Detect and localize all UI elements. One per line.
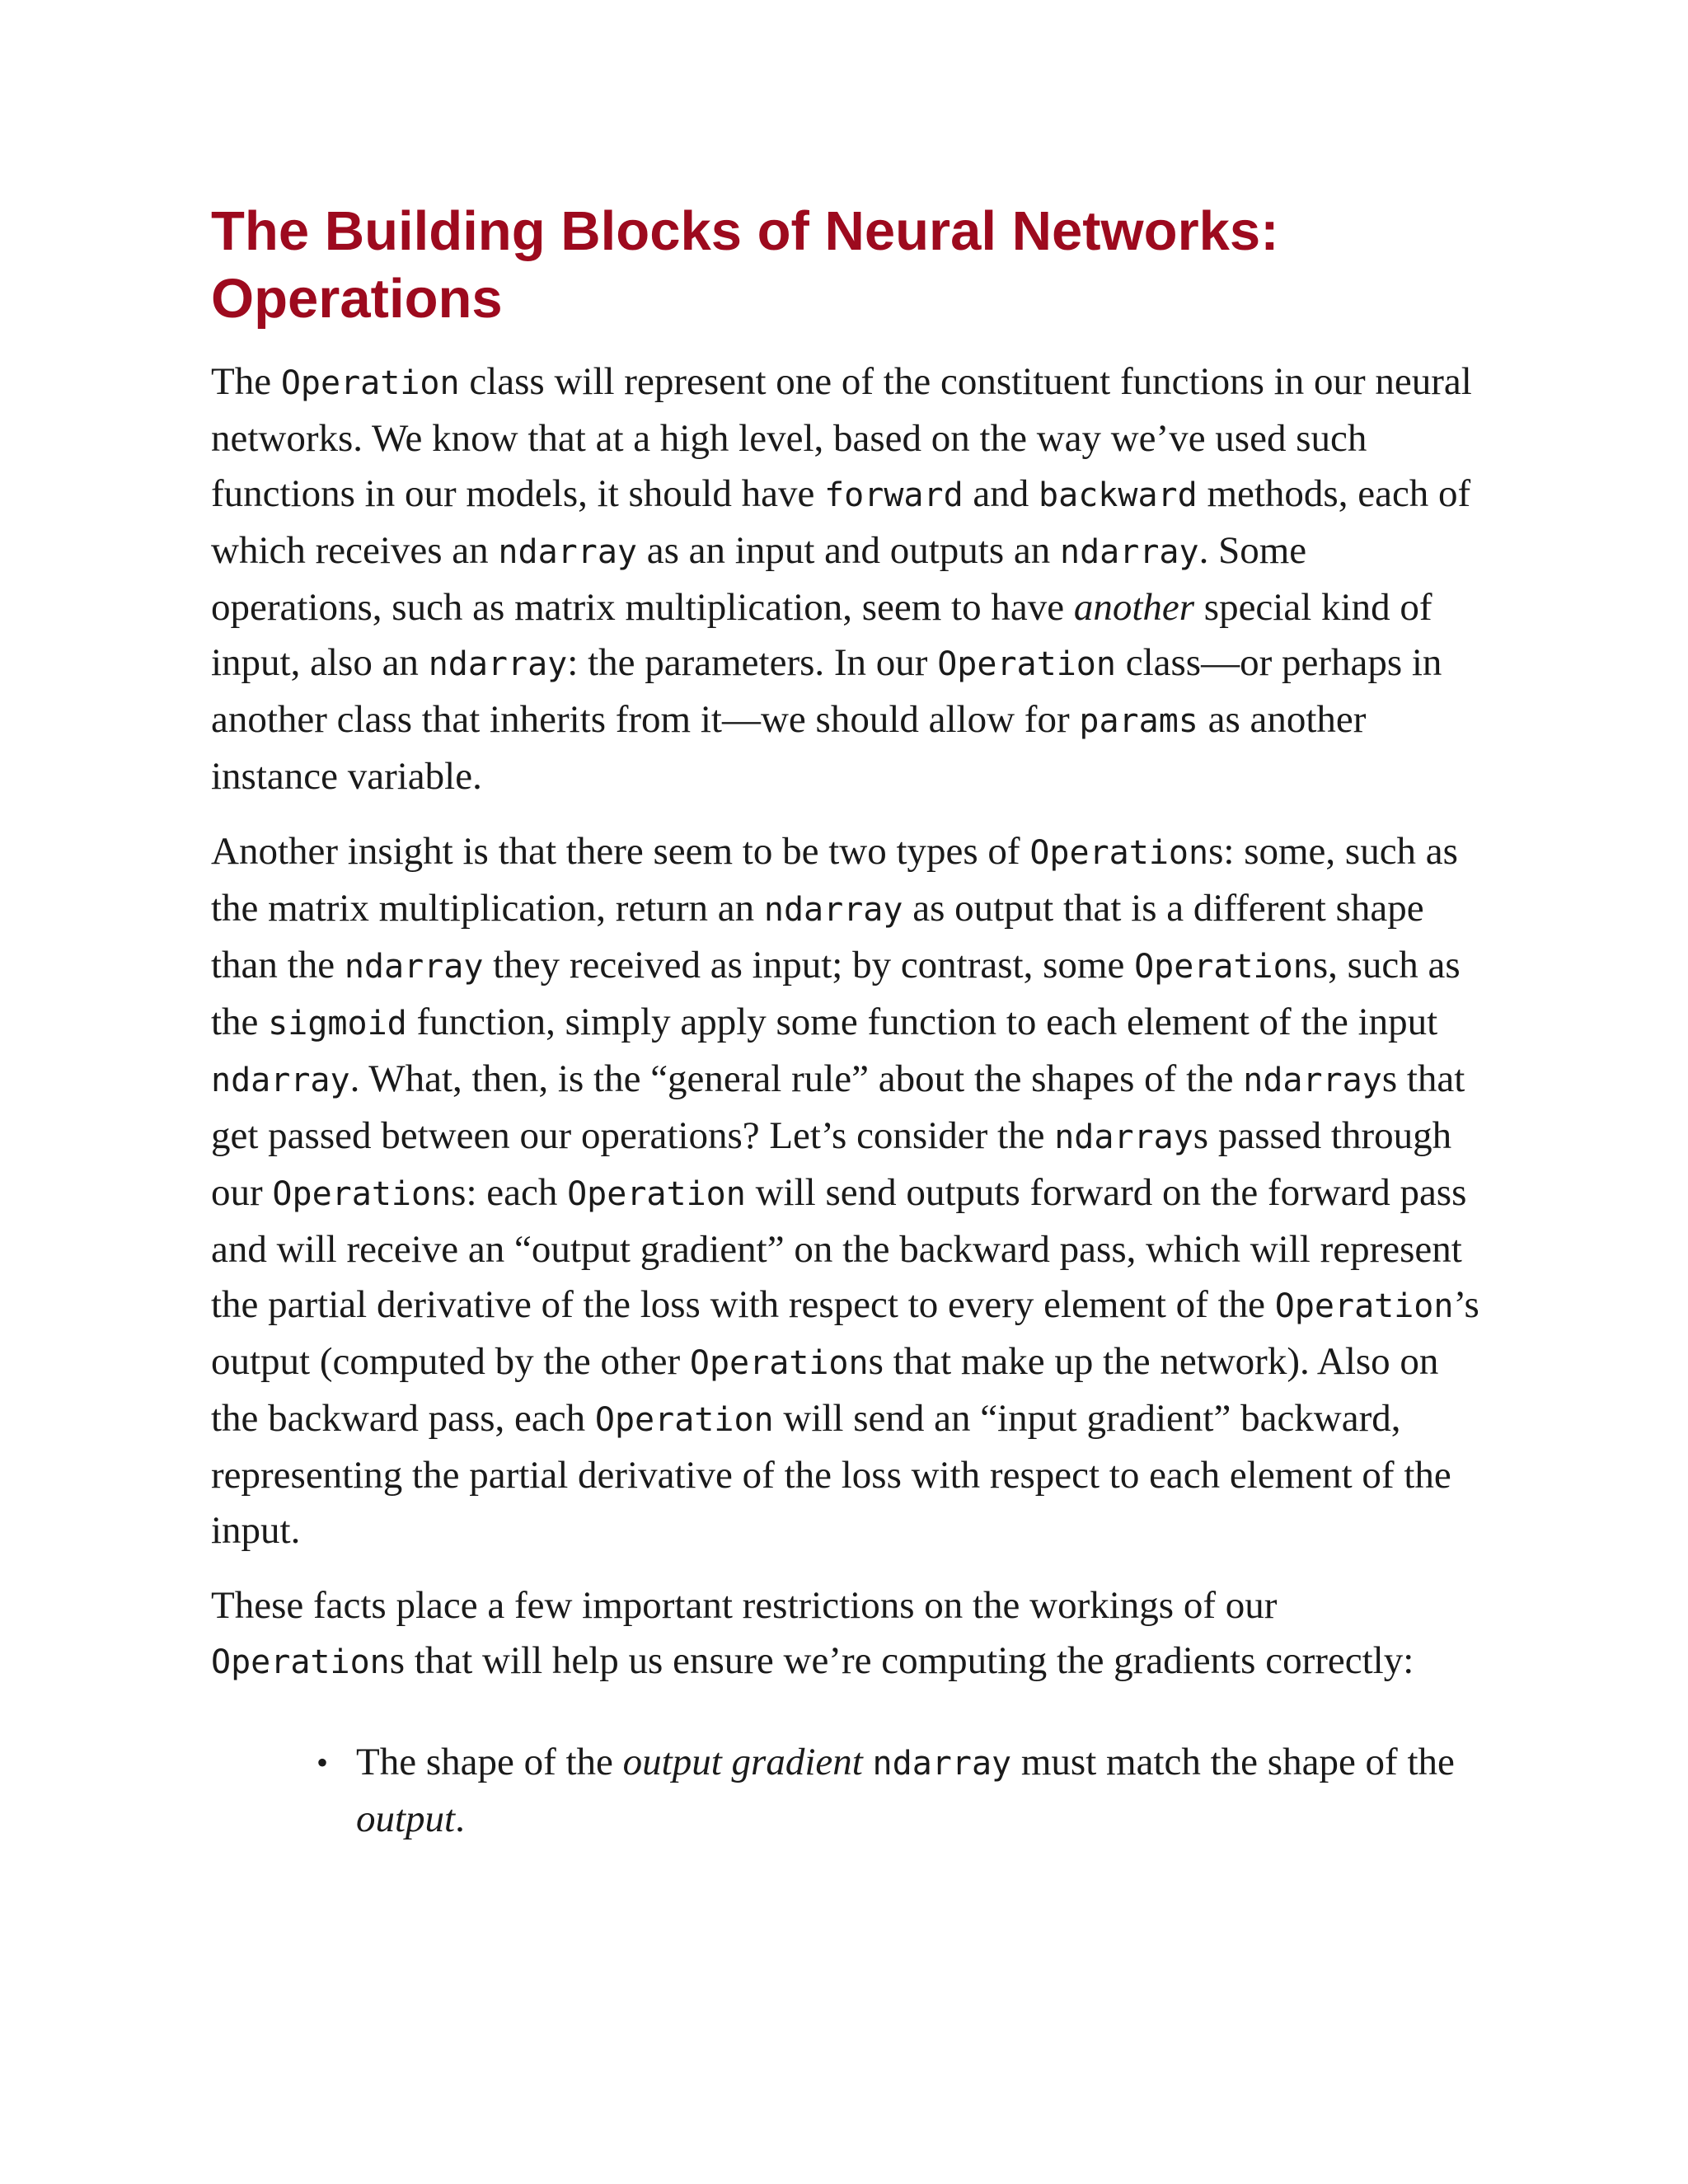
paragraph-2 bbox=[211, 824, 1480, 1558]
text-run: s that make up the network). Also on the backward pass, each bbox=[211, 1340, 1439, 1440]
inline-code: ndarray bbox=[211, 1062, 350, 1099]
inline-code: params bbox=[1079, 702, 1198, 740]
list-item bbox=[316, 1735, 1480, 1847]
text-run: Another insight is that there seem to be two types of bbox=[211, 830, 1030, 873]
inline-code: Operation bbox=[280, 364, 460, 402]
inline-code: ndarray bbox=[1243, 1062, 1382, 1099]
text-run: special kind of input, also an bbox=[211, 586, 1432, 684]
inline-code: ndarray bbox=[872, 1745, 1012, 1783]
text-run: s that get passed between our operations? Let’s consider the bbox=[211, 1057, 1465, 1157]
bullet-icon: • bbox=[316, 1744, 329, 1781]
text-run: The bbox=[211, 360, 281, 403]
text-run: . Some operations, such as matrix multiplication, seem to have bbox=[211, 529, 1307, 629]
inline-code: ndarray bbox=[498, 533, 637, 571]
text-run: will send an “input gradient” backward, representing the partial derivative of the loss with respect to each element of the input. bbox=[211, 1397, 1451, 1552]
text-run: s: some, such as the matrix multiplication, return an bbox=[211, 830, 1458, 930]
paragraph-3 bbox=[211, 1578, 1480, 1690]
text-run: class will represent one of the constituent functions in our neural networks. We know that at a high level, based on the way we’ve used such functions in our models, it should have bbox=[211, 360, 1472, 515]
text-run: s that will help us ensure we’re computing the gradients correctly: bbox=[389, 1639, 1414, 1682]
inline-code: Operation bbox=[567, 1175, 746, 1213]
inline-code: Operation bbox=[594, 1401, 774, 1439]
inline-code: ndarray bbox=[1054, 1118, 1193, 1156]
text-run: class—or perhaps in another class that inherits from it—we should allow for bbox=[211, 641, 1442, 741]
inline-code: Operation bbox=[689, 1344, 869, 1382]
text-run: . What, then, is the “general rule” about the shapes of the bbox=[349, 1057, 1244, 1100]
text-run: must match the shape of the bbox=[1011, 1741, 1455, 1783]
text-run: methods, each of which receives an bbox=[211, 472, 1471, 572]
text-run: function, simply apply some function to each element of the input bbox=[406, 1001, 1438, 1043]
text-run: s passed through our bbox=[211, 1114, 1452, 1214]
inline-code: Operation bbox=[937, 645, 1116, 683]
inline-code: Operation bbox=[1274, 1287, 1454, 1325]
inline-code: sigmoid bbox=[268, 1005, 407, 1043]
emphasis-text: output gradient bbox=[622, 1741, 863, 1783]
text-run: The shape of the bbox=[356, 1741, 623, 1783]
text-run: s, such as the bbox=[211, 944, 1461, 1043]
inline-code: ndarray bbox=[344, 948, 484, 986]
document-page bbox=[211, 198, 1480, 1847]
text-run: as an input and outputs an bbox=[637, 529, 1061, 572]
text-run: as output that is a different shape than the bbox=[211, 887, 1424, 987]
emphasis-text: output bbox=[356, 1797, 456, 1840]
text-run: s: each bbox=[451, 1171, 568, 1214]
paragraph-1 bbox=[211, 354, 1480, 804]
text-run: as another instance variable. bbox=[211, 698, 1367, 798]
inline-code: ndarray bbox=[1060, 533, 1199, 571]
section-heading: The Building Blocks of Neural Networks: Operations bbox=[211, 200, 1279, 330]
text-run: they received as input; by contrast, some bbox=[483, 944, 1135, 987]
inline-code: Operation bbox=[1134, 948, 1313, 986]
inline-code: forward bbox=[824, 476, 964, 514]
text-run: These facts place a few important restrictions on the workings of our bbox=[211, 1584, 1278, 1627]
text-run: . bbox=[455, 1797, 465, 1840]
text-run: and bbox=[963, 472, 1039, 515]
inline-code: backward bbox=[1039, 476, 1198, 514]
text-run bbox=[863, 1741, 873, 1783]
text-run: : the parameters. In our bbox=[567, 641, 938, 684]
inline-code: Operation bbox=[272, 1175, 452, 1213]
emphasis-text: another bbox=[1073, 586, 1195, 629]
inline-code: ndarray bbox=[763, 891, 903, 929]
inline-code: Operation bbox=[211, 1643, 390, 1681]
restrictions-list bbox=[211, 1735, 1480, 1847]
text-run: ’s output (computed by the other bbox=[211, 1283, 1479, 1383]
text-run: will send outputs forward on the forward pass and will receive an “output gradient” on the backward pass, which will represent the partial derivative of the loss with respect to every element of the bbox=[211, 1171, 1467, 1326]
list-item-text bbox=[356, 1741, 1455, 1840]
inline-code: Operation bbox=[1029, 834, 1209, 872]
inline-code: ndarray bbox=[428, 645, 568, 683]
